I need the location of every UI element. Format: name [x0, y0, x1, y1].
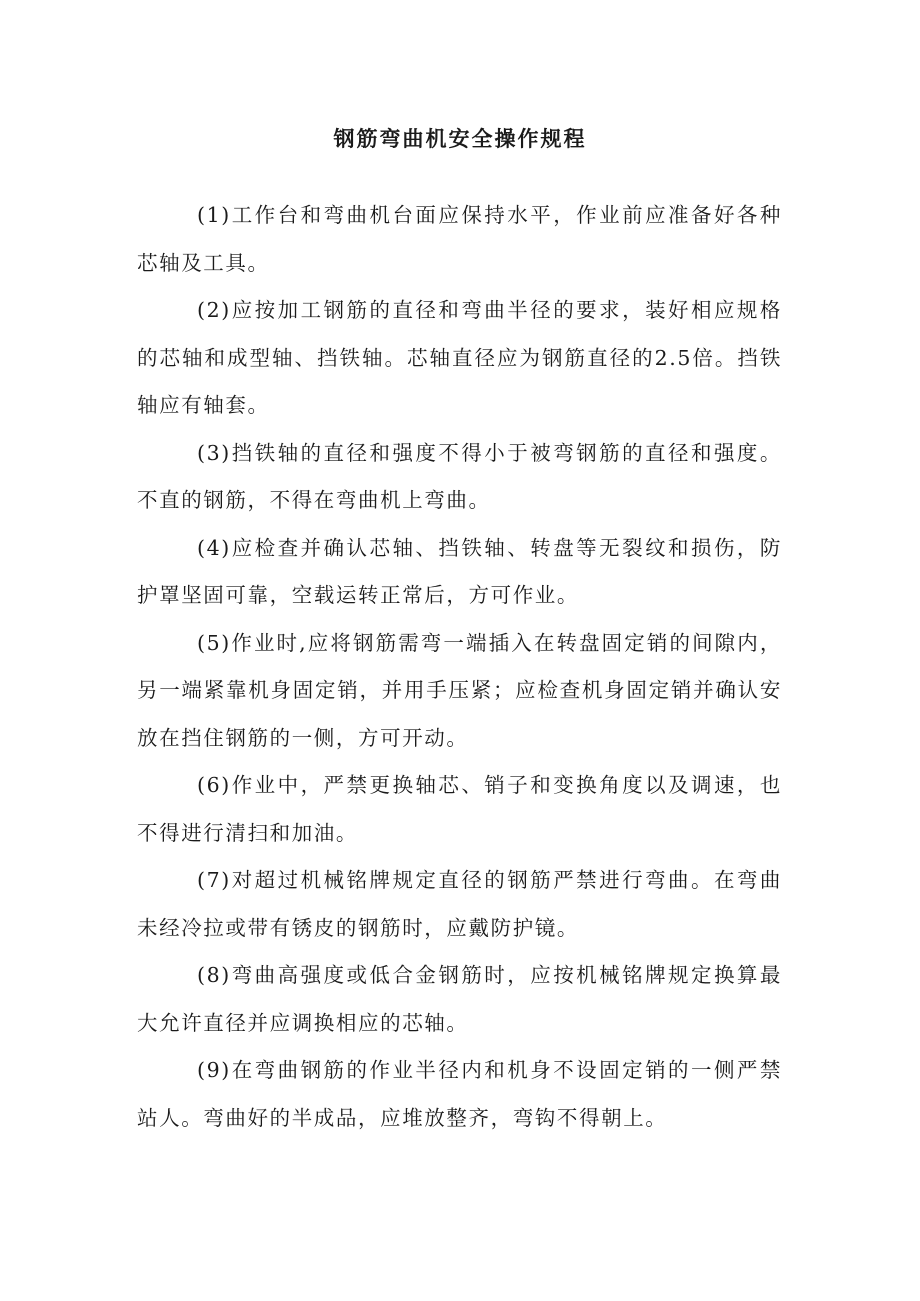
paragraph-2: (2)应按加工钢筋的直径和弯曲半径的要求，装好相应规格的芯轴和成型轴、挡铁轴。芯轴直径应为钢筋直径的2.5倍。挡铁轴应有轴套。: [137, 298, 782, 417]
paragraph-6: (6)作业中，严禁更换轴芯、销子和变换角度以及调速，也不得进行清扫和加油。: [137, 773, 782, 845]
paragraph-5: (5)作业时,应将钢筋需弯一端插入在转盘固定销的间隙内，另一端紧靠机身固定销，并用手压紧；应检查机身固定销并确认安放在挡住钢筋的一侧，方可开动。: [137, 630, 782, 750]
paragraph-7: (7)对超过机械铭牌规定直径的钢筋严禁进行弯曲。在弯曲未经冷拉或带有锈皮的钢筋时，应戴防护镜。: [137, 868, 782, 940]
paragraph-9: (9)在弯曲钢筋的作业半径内和机身不设固定销的一侧严禁站人。弯曲好的半成品，应堆放整齐，弯钩不得朝上。: [137, 1058, 782, 1130]
paragraph-3: (3)挡铁轴的直径和强度不得小于被弯钢筋的直径和强度。不直的钢筋，不得在弯曲机上弯曲。: [137, 440, 782, 512]
document-title: 钢筋弯曲机安全操作规程: [333, 126, 587, 151]
paragraph-8: (8)弯曲高强度或低合金钢筋时，应按机械铭牌规定换算最大允许直径并应调换相应的芯轴。: [137, 963, 782, 1035]
paragraph-1: (1)工作台和弯曲机台面应保持水平，作业前应准备好各种芯轴及工具。: [137, 203, 782, 275]
document-body: [137, 192, 782, 1142]
paragraph-4: (4)应检查并确认芯轴、挡铁轴、转盘等无裂纹和损伤，防护罩坚固可靠，空载运转正常后，方可作业。: [137, 535, 782, 607]
